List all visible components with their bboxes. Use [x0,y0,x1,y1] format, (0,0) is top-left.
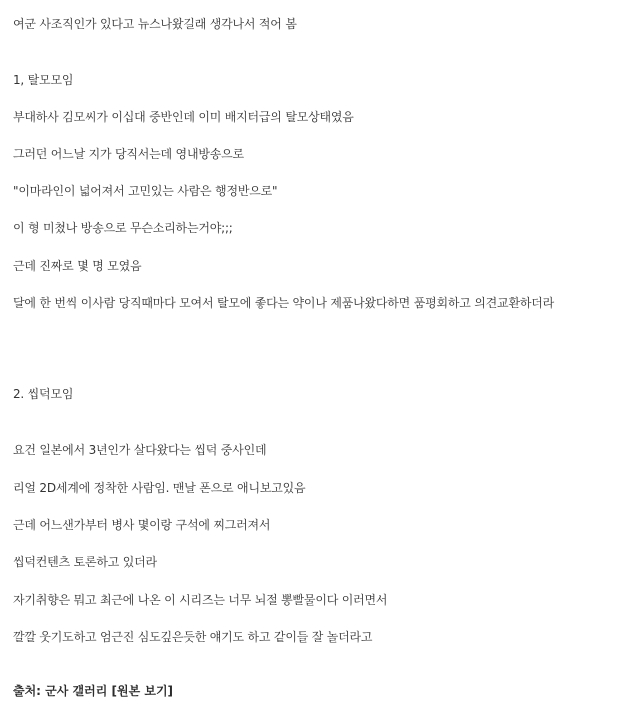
section1-line-5: 근데 진짜로 몇 명 모였음 [13,259,142,273]
section1-line-1: 부대하사 김모씨가 이십대 중반인데 이미 배지터급의 탈모상태였음 [13,110,354,124]
section2-line-6: 깔깔 웃기도하고 엄근진 심도깊은듯한 얘기도 하고 같이들 잘 놀더라고 [13,630,373,644]
section-heading-1: 1, 탈모모임 [13,73,74,87]
source-credit [13,683,173,699]
view-original-link[interactable]: [원본 보기] [111,684,174,698]
section2-line-2: 리얼 2D세계에 정착한 사람임. 맨날 폰으로 애니보고있음 [13,481,306,495]
section1-line-4: 이 형 미쳤나 방송으로 무슨소리하는거야;;; [13,221,233,235]
source-label: 출처: 군사 갤러리 [13,684,108,698]
section1-line-2: 그러던 어느날 지가 당직서는데 영내방송으로 [13,147,244,161]
section2-line-5: 자기취향은 뭐고 최근에 나온 이 시리즈는 너무 뇌절 뽕빨물이다 이러면서 [13,593,388,607]
section-heading-2: 2. 씹덕모임 [13,387,74,401]
section1-line-6: 달에 한 번씩 이사람 당직때마다 모여서 탈모에 좋다는 약이나 제품나왔다하면 품평회하고 의견교환하더라 [13,296,555,310]
section2-line-4: 씹덕컨텐츠 토론하고 있더라 [13,555,157,569]
section2-line-3: 근데 어느샌가부터 병사 몇이랑 구석에 찌그러져서 [13,518,271,532]
section1-line-3: "이마라인이 넓어져서 고민있는 사람은 행정반으로" [13,184,278,198]
intro-text: 여군 사조직인가 있다고 뉴스나왔길래 생각나서 적어 봄 [13,17,297,31]
section2-line-1: 요건 일본에서 3년인가 살다왔다는 씹덕 중사인데 [13,443,267,457]
